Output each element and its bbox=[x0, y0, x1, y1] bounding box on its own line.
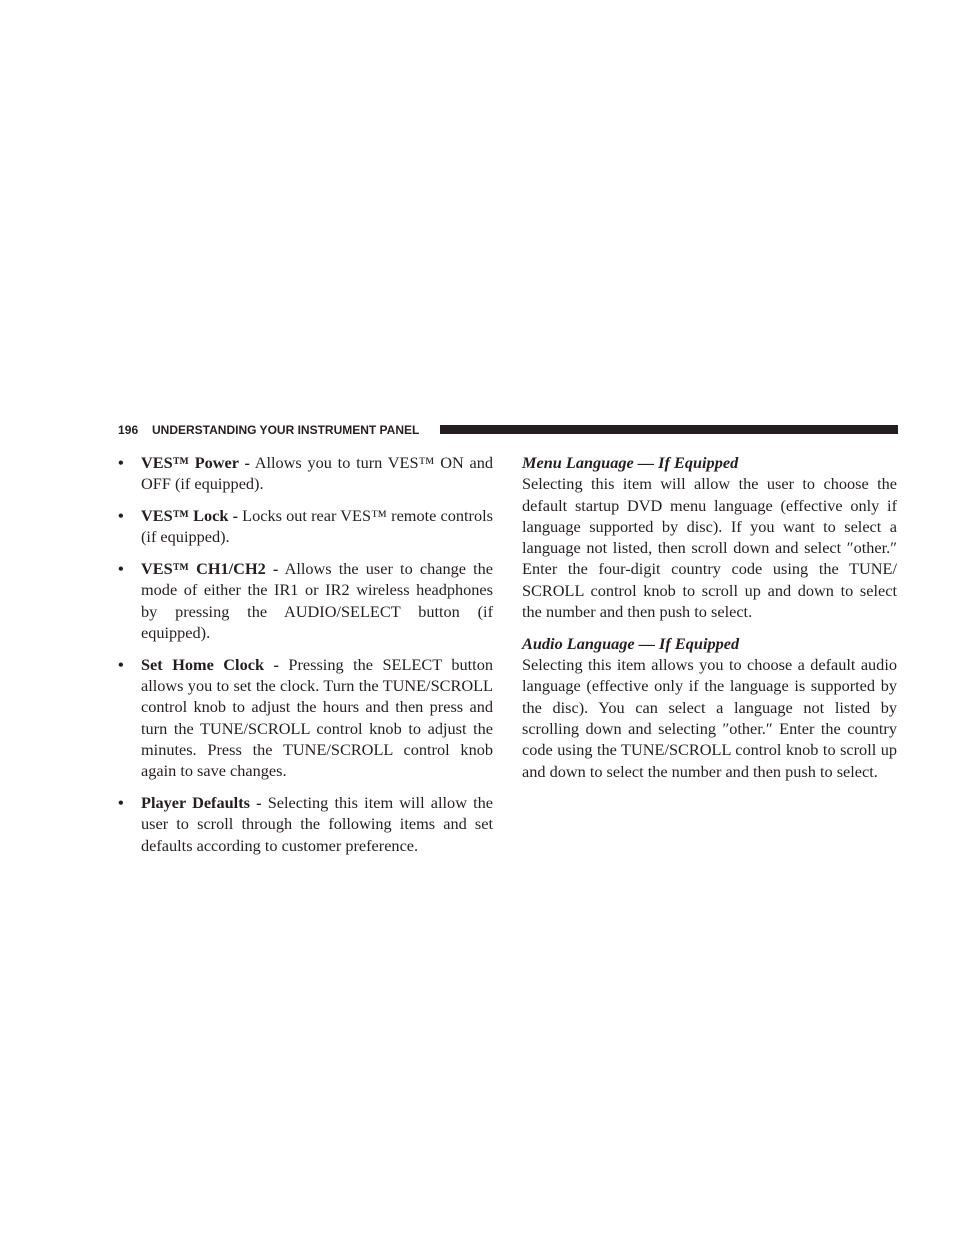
item-term: VES™ Lock - bbox=[141, 506, 238, 526]
bullet-icon: • bbox=[118, 654, 124, 674]
list-item-player-defaults bbox=[118, 792, 493, 856]
item-term: VES™ Power - bbox=[141, 453, 250, 472]
item-term: Set Home Clock - bbox=[141, 654, 279, 674]
bullet-icon: • bbox=[118, 453, 124, 472]
left-column bbox=[118, 452, 493, 867]
item-text: Allows you to turn VES™ ON and OFF (if equipped). bbox=[141, 453, 493, 494]
audio-language-heading: Audio Language — If Equipped bbox=[522, 633, 740, 653]
menu-language-heading: Menu Language — If Equipped bbox=[522, 453, 739, 472]
menu-language-body: Selecting this item will allow the user to choose the default startup DVD menu language (effective only if language supported by disc). If you want to select a language not listed, then scroll down and select ″other.″ Enter the four-digit country code using the TUNE/ SCROLL control knob to scroll up and down to select the number and then push to select. bbox=[522, 474, 897, 622]
item-text: Allows the user to change the mode of either the IR1 or IR2 wireless headphones by pressing the AUDIO/SELECT button (if equipped). bbox=[141, 559, 494, 643]
bullet-icon: • bbox=[118, 559, 124, 579]
list-item-ves-lock bbox=[118, 505, 493, 548]
list-item-ves-power bbox=[118, 452, 493, 495]
item-text: Selecting this item will allow the user to scroll through the following items and set defaults according to customer preference. bbox=[141, 793, 494, 855]
bullet-icon: • bbox=[118, 793, 124, 813]
item-text: Locks out rear VES™ remote controls (if equipped). bbox=[141, 506, 493, 547]
header-rule bbox=[440, 425, 898, 434]
section-title: UNDERSTANDING YOUR INSTRUMENT PANEL bbox=[152, 423, 420, 437]
page-header bbox=[118, 423, 898, 437]
item-term: VES™ CH1/CH2 - bbox=[141, 559, 279, 579]
bullet-icon: • bbox=[118, 506, 124, 526]
item-text: Pressing the SELECT button allows you to set the clock. Turn the TUNE/SCROLL control knob to adjust the hours and then press and turn the TUNE/SCROLL control knob to adjust the minutes. Press the TUNE/SCROLL control knob again to save changes. bbox=[141, 654, 493, 781]
list-item-set-home-clock bbox=[118, 654, 493, 782]
list-item-ves-ch bbox=[118, 558, 493, 643]
item-term: Player Defaults - bbox=[141, 793, 262, 813]
right-column bbox=[522, 452, 897, 792]
page-number: 196 bbox=[118, 423, 139, 437]
audio-language-body: Selecting this item allows you to choose a default audio language (effective only if the language is supported by the disc). You can select a language not listed by scrolling down and selecting ″other.″ Enter the country code using the TUNE/SCROLL control knob to scroll up and down to select the number and then push to select. bbox=[522, 655, 897, 781]
